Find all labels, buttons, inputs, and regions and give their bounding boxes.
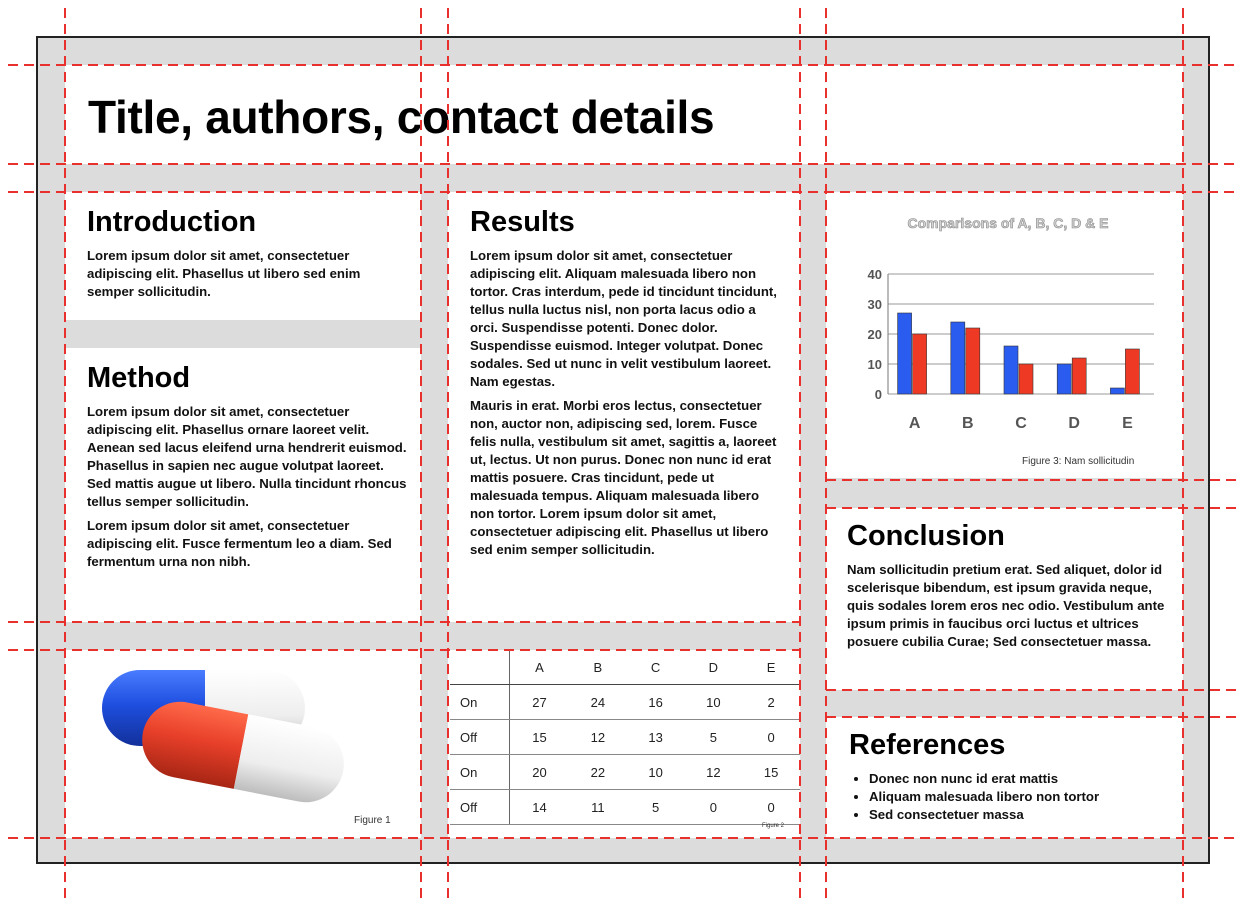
table-header-cell: D xyxy=(684,650,742,685)
figure1-caption: Figure 1 xyxy=(354,815,391,826)
chart-x-tick-label: B xyxy=(962,415,974,432)
table-cell: 13 xyxy=(627,720,685,755)
results-paragraph: Lorem ipsum dolor sit amet, consectetuer adipiscing elit. Aliquam malesuada libero non tortor. Cras interdum, pede id tincidunt tincidunt, tellus nulla luctus nisl, non porta lacus odio a orci. Suspendisse potenti. Donec dolor. Suspendisse euismod. Integer volutpat. Donec sodales. Sed ut nunc in velit vestibulum laoreet. Nam egestas. xyxy=(470,248,777,389)
table-cell: 10 xyxy=(627,755,685,790)
chart-x-tick-label: D xyxy=(1068,415,1080,432)
table-cell: 12 xyxy=(684,755,742,790)
chart-y-tick-label: 40 xyxy=(867,267,882,282)
reference-item: • Aliquam malesuada libero non tortor xyxy=(869,788,1167,806)
table-cell: 27 xyxy=(510,685,570,720)
table-cell: 15 xyxy=(510,720,570,755)
table-cell: 0 xyxy=(684,790,742,825)
table-header-cell: B xyxy=(569,650,627,685)
table-cell: 15 xyxy=(742,755,800,790)
conclusion-paragraph: Nam sollicitudin pretium erat. Sed aliquet, dolor id scelerisque bibendum, est ipsum gravida neque, quis sodales lorem eros nec odio. Vestibulum ante ipsum primis in faucibus orci luctus et ultrices posuere cubilia Curae; Sed consectetuer massa. xyxy=(847,562,1165,649)
table-cell: 22 xyxy=(569,755,627,790)
table-cell: 5 xyxy=(684,720,742,755)
results-heading: Results xyxy=(470,206,575,238)
chart-y-tick-label: 30 xyxy=(867,297,882,312)
reference-item: • Sed consectetuer massa xyxy=(869,806,1167,824)
table-cell: Off xyxy=(450,720,510,755)
table-cell: 0 xyxy=(742,790,800,825)
method-paragraph: Lorem ipsum dolor sit amet, consectetuer adipiscing elit. Phasellus ornare laoreet velit. Aenean sed lacus eleifend urna hendrerit euismod. Phasellus in sapien nec augue volutpat laoreet. Sed mattis augue ut libero. Nulla tincidunt rhoncus tellus semper sollicitudin. xyxy=(87,404,407,509)
chart-title: Comparisons of A, B, C, D & E xyxy=(907,215,1109,231)
table-cell: On xyxy=(450,755,510,790)
chart-x-tick-label: C xyxy=(1015,415,1027,432)
poster-title: Title, authors, contact details xyxy=(88,91,715,143)
results-paragraph: Mauris in erat. Morbi eros lectus, consectetuer non, auctor non, adipiscing sed, lorem. Fusce felis nulla, vestibulum sit amet, sagittis a, laoreet ut, lectus. Ut non purus. Donec non nunc id erat mattis posuere. Cras tincidunt, pede ut malesuada tempus. Aliquam malesuada libero non tortor. Lorem ipsum dolor sit amet, consectetuer adipiscing elit. Phasellus ut libero sed enim semper sollicitudin. xyxy=(470,398,777,557)
table-cell: Off xyxy=(450,790,510,825)
table-cell: 24 xyxy=(569,685,627,720)
table-cell: 5 xyxy=(627,790,685,825)
reference-item: • Donec non nunc id erat mattis xyxy=(869,770,1167,788)
table-cell: On xyxy=(450,685,510,720)
chart-y-tick-label: 10 xyxy=(867,357,882,372)
introduction-heading: Introduction xyxy=(87,206,257,238)
chart-y-tick-label: 0 xyxy=(874,387,882,402)
table-cell: 0 xyxy=(742,720,800,755)
chart-x-tick-label: A xyxy=(908,415,921,432)
chart-y-tick-label: 20 xyxy=(867,327,882,342)
chart-caption: Figure 3: Nam sollicitudin xyxy=(1022,456,1135,467)
table-cell: 16 xyxy=(627,685,685,720)
table-cell: 14 xyxy=(510,790,570,825)
method-paragraph: Lorem ipsum dolor sit amet, consectetuer adipiscing elit. Fusce fermentum leo a diam. Sed fermentum urna non nibh. xyxy=(87,518,392,569)
table-cell: 11 xyxy=(569,790,627,825)
table-cell: 2 xyxy=(742,685,800,720)
introduction-paragraph: Lorem ipsum dolor sit amet, consectetuer adipiscing elit. Phasellus ut libero sed enim semper sollicitudin. xyxy=(87,248,361,299)
table-cell: 20 xyxy=(510,755,570,790)
method-heading: Method xyxy=(87,362,191,394)
table-header-cell: E xyxy=(742,650,800,685)
table-header-cell: C xyxy=(627,650,685,685)
references-heading: References xyxy=(849,729,1006,761)
table-cell: 10 xyxy=(684,685,742,720)
table-caption: Figure 2 xyxy=(762,823,785,829)
table-cell: 12 xyxy=(569,720,627,755)
conclusion-heading: Conclusion xyxy=(847,520,1005,552)
chart-x-tick-label: E xyxy=(1122,415,1133,432)
table-header-cell: A xyxy=(510,650,570,685)
